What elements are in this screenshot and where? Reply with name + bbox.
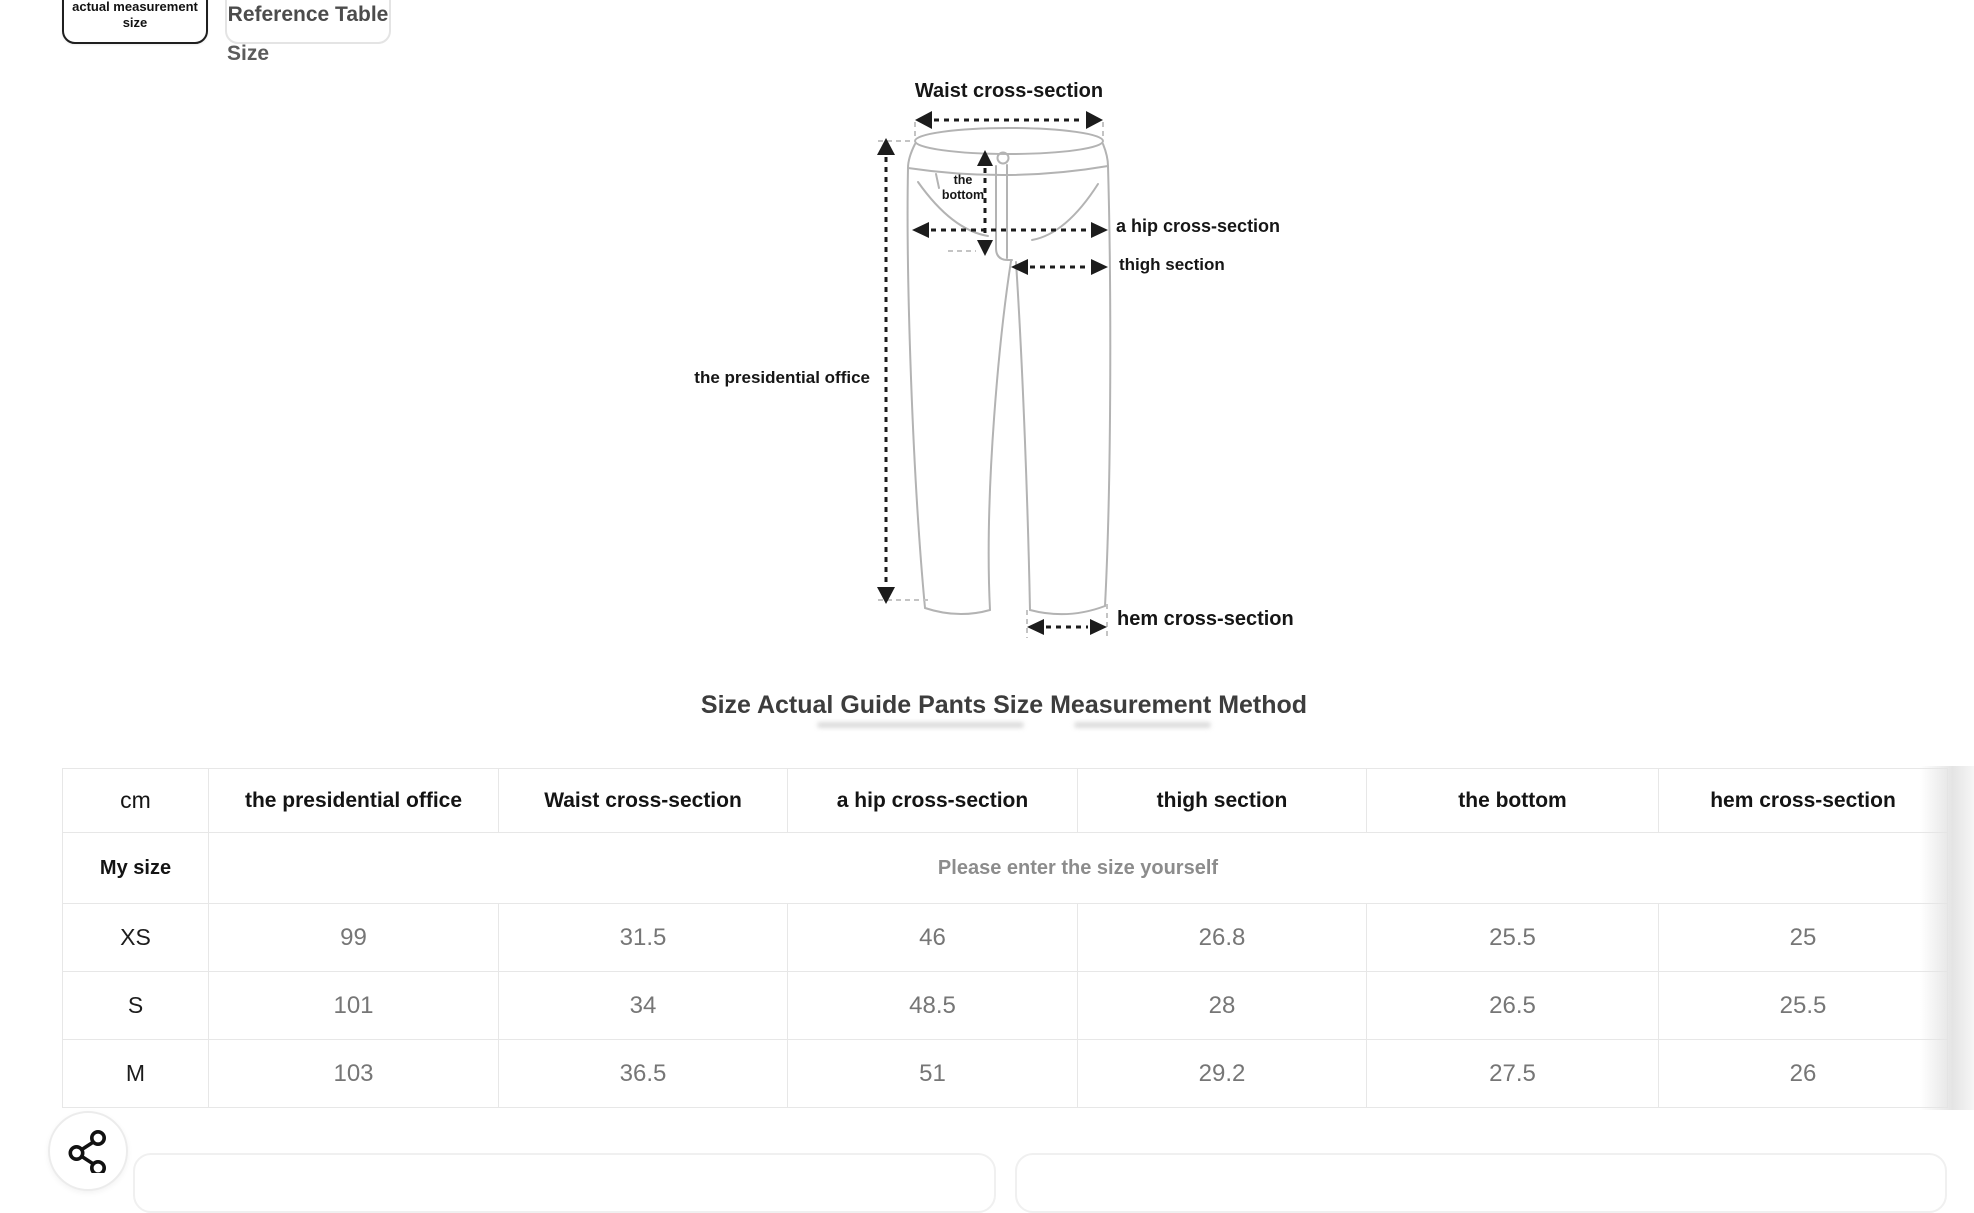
table-row-s (63, 972, 1948, 1040)
hem-cross-section-label: hem cross-section (1117, 608, 1294, 630)
cell-value: 26.8 (1078, 904, 1367, 972)
col-the-bottom: the bottom (1367, 769, 1659, 833)
table-row-m (63, 1040, 1948, 1108)
cell-value: 25.5 (1367, 904, 1659, 972)
unit-header-cell: cm (63, 769, 209, 833)
col-hip-cross-section: a hip cross-section (788, 769, 1078, 833)
thigh-section-label: thigh section (1119, 255, 1225, 274)
cell-value: 101 (209, 972, 499, 1040)
col-thigh-section: thigh section (1078, 769, 1367, 833)
size-table-header-row (63, 769, 1948, 833)
cell-value: 29.2 (1078, 1040, 1367, 1108)
cell-value: 25.5 (1659, 972, 1948, 1040)
bottom-card-right (1015, 1153, 1947, 1213)
table-row-xs (63, 904, 1948, 972)
my-size-label: My size (63, 833, 209, 904)
cell-value: 34 (499, 972, 788, 1040)
cell-value: 26.5 (1367, 972, 1659, 1040)
pants-measurement-diagram (560, 70, 1350, 670)
share-icon (68, 1129, 108, 1173)
tab-actual-measurement-size-label: actual measurement size (72, 0, 198, 30)
tab-actual-measurement-size[interactable] (62, 0, 208, 44)
cell-value: 31.5 (499, 904, 788, 972)
cell-value: 46 (788, 904, 1078, 972)
hip-cross-section-label: a hip cross-section (1116, 216, 1281, 236)
col-trouser-length: the presidential office (209, 769, 499, 833)
title-underline-smudge (1074, 722, 1211, 728)
size-label-m: M (63, 1040, 209, 1108)
waist-cross-section-label: Waist cross-section (914, 80, 1104, 102)
cell-value: 25 (1659, 904, 1948, 972)
my-size-input-prompt[interactable]: Please enter the size yourself (209, 833, 1948, 904)
size-section-heading: Size (227, 42, 270, 65)
share-button[interactable] (48, 1111, 128, 1191)
size-label-s: S (63, 972, 209, 1040)
title-underline-smudge (817, 722, 1024, 728)
cell-value: 36.5 (499, 1040, 788, 1108)
tab-reference-table[interactable] (225, 0, 391, 44)
col-hem-cross-section: hem cross-section (1659, 769, 1948, 833)
cell-value: 48.5 (788, 972, 1078, 1040)
cell-value: 27.5 (1367, 1040, 1659, 1108)
cell-value: 103 (209, 1040, 499, 1108)
size-guide-title: Size Actual Guide Pants Size Measurement Method (700, 691, 1308, 719)
col-waist-cross-section: Waist cross-section (499, 769, 788, 833)
size-label-xs: XS (63, 904, 209, 972)
trouser-length-label: the presidential office (694, 368, 870, 387)
cell-value: 99 (209, 904, 499, 972)
bottom-card-left (133, 1153, 996, 1213)
tab-reference-table-label: Reference Table (227, 3, 389, 26)
size-table (62, 768, 1948, 1108)
cell-value: 26 (1659, 1040, 1948, 1108)
cell-value: 28 (1078, 972, 1367, 1040)
my-size-row (63, 833, 1948, 904)
rise-label: the bottom (941, 173, 985, 202)
cell-value: 51 (788, 1040, 1078, 1108)
